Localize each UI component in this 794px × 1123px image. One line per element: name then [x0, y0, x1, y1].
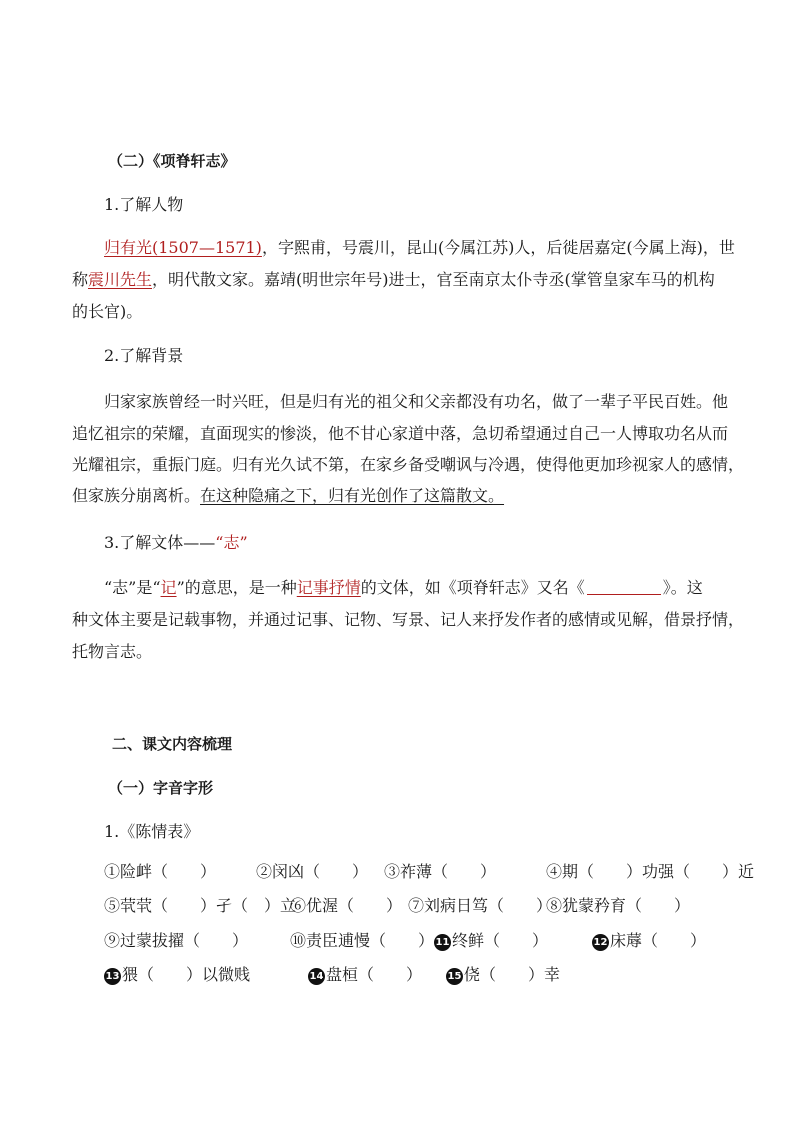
item-14: 14 盘桓（ ） [309, 965, 423, 984]
question-row-3 [104, 931, 724, 953]
paragraph-person-line1: 归有光(1507—1571)，字熙甫，号震川，昆山(今属江苏)人，后徙居嘉定(今属上海)，世 [104, 238, 735, 257]
underlined-sentence: 在这种隐痛之下，归有光创作了这篇散文。 [200, 486, 505, 505]
item-10: ⑩责臣逋慢（ ） [290, 931, 435, 950]
paragraph-person-line2: 称震川先生，明代散文家。嘉靖(明世宗年号)进士，官至南京太仆寺丞(掌管皇家车马的机构 [72, 270, 715, 289]
subheading-person: 1.了解人物 [104, 195, 184, 214]
section-heading-xiangjixuanzhi: （二）《项脊轩志》 [108, 152, 236, 170]
author-name: 归有光(1507—1571) [104, 238, 262, 257]
paragraph-background-line3: 光耀祖宗，重振门庭。归有光久试不第，在家乡备受嘲讽与冷遇，使得他更加珍视家人的感情， [72, 455, 745, 474]
paragraph-genre-line3: 托物言志。 [72, 642, 153, 661]
item-3: ③祚薄（ ） [384, 862, 497, 881]
question-row-1 [104, 862, 755, 884]
item-8: ⑧犹蒙矜育（ ） [546, 896, 691, 915]
item-15: 15 侥（ ）幸 [447, 965, 561, 984]
section-heading-content: 二、课文内容梳理 [112, 735, 233, 753]
item-9: ⑨过蒙拔擢（ ） [104, 931, 249, 950]
paragraph-genre-line2: 种文体主要是记载事物，并通过记事、记物、写景、记人来抒发作者的感情或见解，借景抒情， [72, 610, 745, 629]
question-row-2 [104, 896, 724, 918]
paragraph-person-line3: 的长官)。 [72, 302, 143, 321]
fill-in-blank[interactable] [587, 580, 661, 595]
circled-number-12: 12 [592, 934, 609, 951]
item-4: ④期（ ）功强（ ）近 [546, 862, 755, 881]
circled-number-15: 15 [446, 968, 463, 985]
paragraph-background-line1: 归家家族曾经一时兴旺，但是归有光的祖父和父亲都没有功名，做了一辈子平民百姓。他 [104, 392, 729, 411]
subheading-genre: 3.了解文体——“志” [104, 533, 248, 552]
item-2: ②闵凶（ ） [256, 862, 369, 881]
item-1: ①险衅（ ） [104, 862, 217, 881]
subheading-background: 2.了解背景 [104, 346, 184, 365]
author-alias: 震川先生 [88, 270, 153, 289]
item-6: ⑥优渥（ ） [290, 896, 403, 915]
paragraph-genre-line1: “志”是“记”的意思，是一种记事抒情的文体，如《项脊轩志》又名《 》。这 [104, 578, 703, 597]
circled-number-13: 13 [104, 968, 121, 985]
circled-number-11: 11 [434, 934, 451, 951]
circled-number-14: 14 [308, 968, 325, 985]
paragraph-background-line2: 追忆祖宗的荣耀，直面现实的惨淡，他不甘心家道中落，急切希望通过自己一人博取功名从而 [72, 424, 729, 443]
question-title: 1.《陈情表》 [104, 822, 200, 841]
item-12: 12 床蓐（ ） [593, 931, 707, 950]
question-row-4 [104, 965, 724, 987]
paragraph-background-line4: 但家族分崩离析。在这种隐痛之下，归有光创作了这篇散文。 [72, 486, 505, 505]
subsection-heading-pronunciation: （一）字音字形 [108, 779, 214, 797]
item-11: 11 终鲜（ ） [435, 931, 549, 950]
item-7: ⑦刘病日笃（ ） [408, 896, 553, 915]
item-13: 13 猥（ ）以微贱 [105, 965, 251, 984]
item-5: ⑤茕茕（ ）孑（ ）立 [104, 896, 297, 915]
